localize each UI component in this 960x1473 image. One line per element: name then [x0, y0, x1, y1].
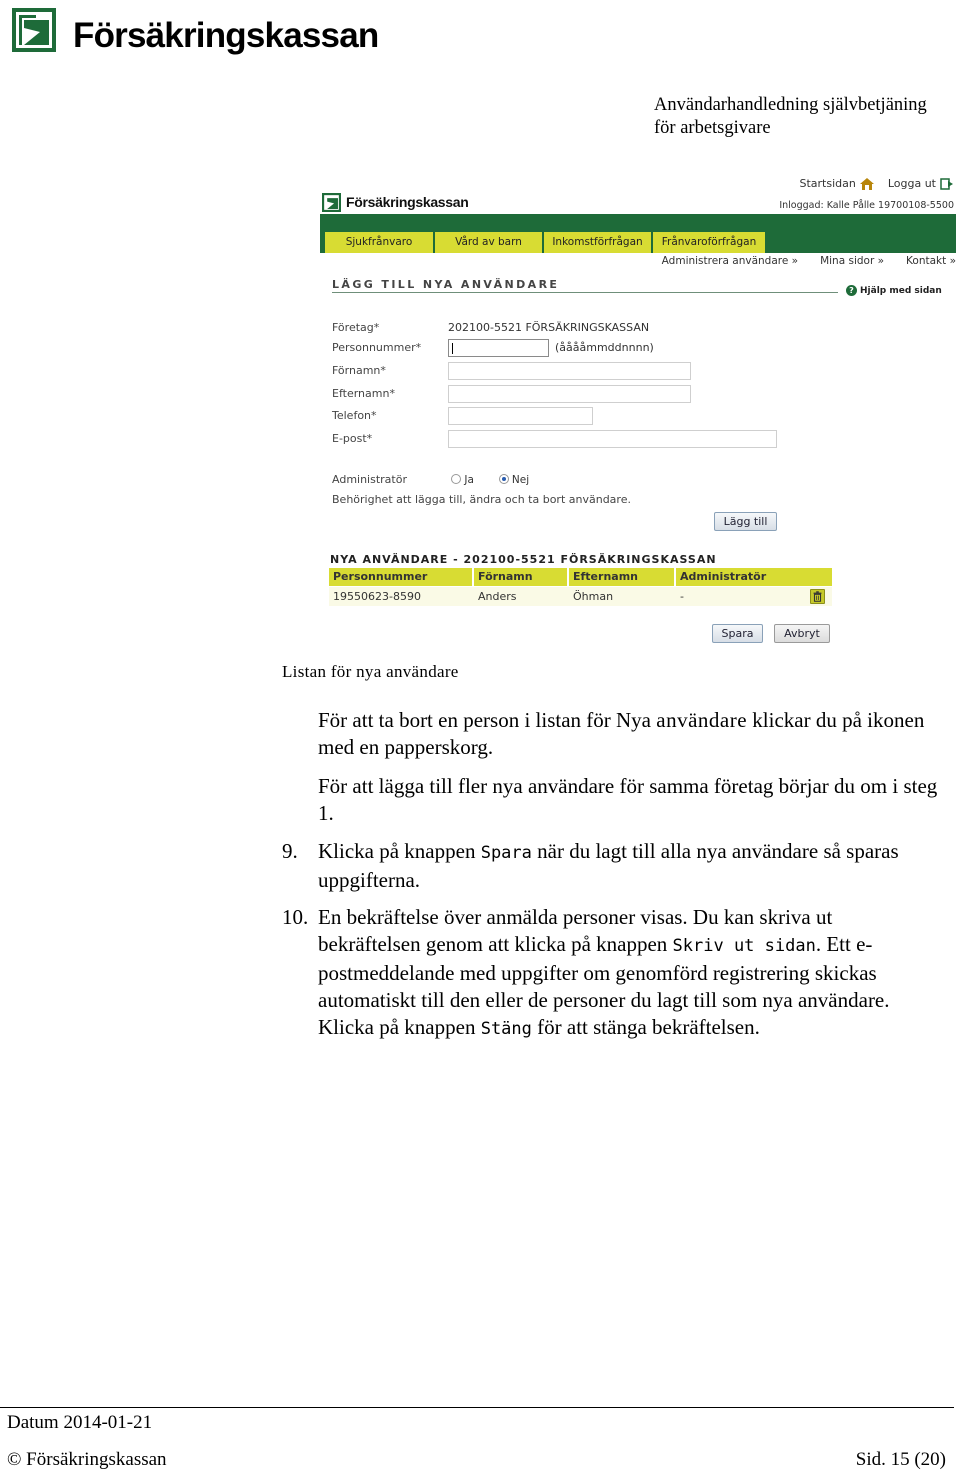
phone-label: Telefon*: [332, 409, 377, 422]
help-icon: ?: [846, 285, 857, 296]
step-10-text: En bekräftelse över anmälda personer visas. Du kan skriva ut bekräftelsen genom att klicka på knappen Skriv ut sidan. Ett e-postmeddelande med uppgifter om genomförd registrering skickas automatiskt till den eller de personer du lagt till som nya användare. Klicka på knappen Stäng för att stänga bekräftelsen.: [318, 905, 890, 1039]
step-9-text: Klicka på knappen Spara när du lagt till alla nya användare så sparas uppgifterna.: [318, 839, 899, 892]
firstname-label: Förnamn*: [332, 364, 386, 377]
footer-copyright: © Försäkringskassan: [7, 1449, 167, 1470]
home-icon: [860, 178, 874, 190]
admin-description: Behörighet att lägga till, ändra och ta bort användare.: [332, 493, 631, 506]
tab-vard-av-barn[interactable]: Vård av barn: [435, 232, 542, 253]
admin-no-radio[interactable]: [499, 474, 509, 484]
table-title: NYA ANVÄNDARE - 202100-5521 FÖRSÄKRINGSKASSAN: [330, 553, 717, 566]
table-row: [329, 587, 832, 606]
pnr-input[interactable]: [448, 339, 549, 357]
logout-icon: [940, 178, 954, 190]
cancel-button[interactable]: Avbryt: [774, 624, 830, 643]
th-efternamn: Efternamn: [569, 568, 676, 586]
logged-in-status: Inloggad: Kalle Pålle 19700108-5500: [779, 200, 954, 211]
trash-icon[interactable]: [810, 589, 825, 604]
start-link[interactable]: Startsidan: [799, 177, 856, 190]
td-administrator: -: [680, 590, 684, 603]
section-divider: [332, 292, 838, 293]
admin-yes-label: Ja: [464, 474, 474, 486]
admin-yes-radio[interactable]: [451, 474, 461, 484]
admin-no-label: Nej: [511, 474, 530, 486]
company-label: Företag*: [332, 321, 380, 334]
th-personnummer: Personnummer: [329, 568, 474, 586]
th-administrator: Administratör: [680, 570, 767, 583]
section-title: LÄGG TILL NYA ANVÄNDARE: [332, 278, 560, 291]
subnav-administrera[interactable]: Administrera användare »: [661, 255, 799, 267]
top-links: [799, 177, 954, 190]
embedded-screenshot: [320, 175, 956, 645]
logout-link[interactable]: Logga ut: [887, 177, 936, 190]
lastname-label: Efternamn*: [332, 387, 395, 400]
td-personnummer: 19550623-8590: [333, 590, 421, 603]
help-label: Hjälp med sidan: [860, 285, 942, 296]
th-fornamn: Förnamn: [474, 568, 569, 586]
document-subtitle: Användarhandledning självbetjäning för arbetsgivare: [654, 95, 927, 138]
footer-divider: [0, 1407, 954, 1408]
td-efternamn: Öhman: [573, 590, 614, 603]
pnr-hint: (ååååmmddnnnn): [555, 341, 654, 354]
admin-radio-group: [451, 474, 529, 486]
main-tabs: [325, 232, 765, 253]
help-link[interactable]: [846, 285, 942, 296]
save-button[interactable]: Spara: [712, 624, 763, 643]
email-input[interactable]: [448, 430, 777, 448]
figure-caption: Listan för nya användare: [282, 662, 459, 681]
forsakringskassan-logo-icon: [12, 8, 56, 52]
subnav-kontakt[interactable]: Kontakt »: [906, 255, 956, 267]
document-brand: Försäkringskassan: [73, 16, 379, 55]
tab-inkomstforfragan[interactable]: Inkomstförfrågan: [544, 232, 651, 253]
tab-sjukfranvaro[interactable]: Sjukfrånvaro: [325, 232, 433, 253]
lastname-input[interactable]: [448, 385, 691, 403]
sub-nav: [662, 255, 956, 267]
footer-date: Datum 2014-01-21: [7, 1412, 153, 1433]
step-10-number: 10.: [282, 905, 309, 929]
site-brand: Försäkringskassan: [346, 194, 469, 210]
firstname-input[interactable]: [448, 362, 691, 380]
site-logo-icon: [322, 193, 341, 212]
email-label: E-post*: [332, 432, 373, 445]
table-header: [329, 568, 832, 586]
tab-franvaroforfragan[interactable]: Frånvaroförfrågan: [653, 232, 765, 253]
td-fornamn: Anders: [478, 590, 517, 603]
add-button[interactable]: Lägg till: [714, 512, 777, 531]
footer-page-number: Sid. 15 (20): [855, 1449, 946, 1470]
pnr-label: Personnummer*: [332, 341, 422, 354]
paragraph-add-more: För att lägga till fler nya användare för samma företag börjar du om i steg 1.: [318, 774, 938, 825]
step-9-number: 9.: [282, 839, 298, 863]
paragraph-remove: För att ta bort en person i listan för Nya användare klickar du på ikonen med en papperskorg.: [318, 708, 925, 759]
subnav-mina-sidor[interactable]: Mina sidor »: [820, 255, 885, 267]
company-value: 202100-5521 FÖRSÄKRINGSKASSAN: [448, 321, 650, 334]
phone-input[interactable]: [448, 407, 593, 425]
admin-label: Administratör: [332, 473, 407, 486]
